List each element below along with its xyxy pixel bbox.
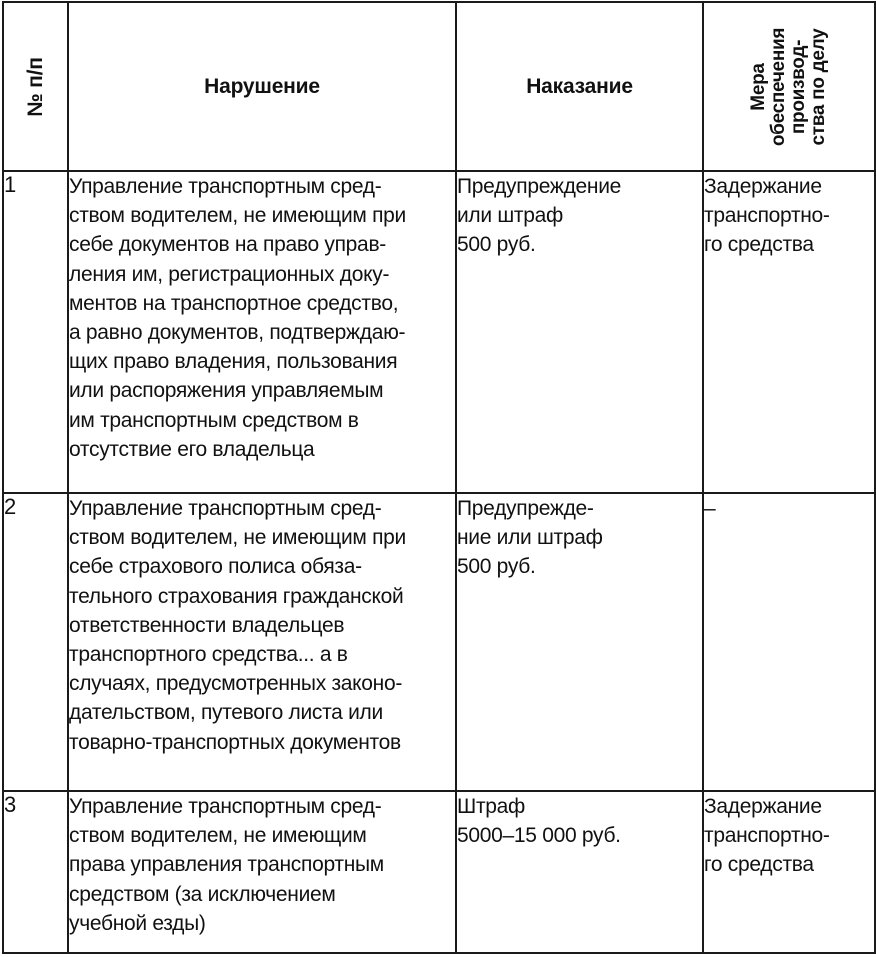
row-punishment: Предупрежде- ние или штраф 500 руб. xyxy=(456,493,703,791)
header-measure-label: Мера обеспечения производ- ства по делу xyxy=(748,27,829,146)
header-row xyxy=(3,2,875,171)
table-row xyxy=(3,171,875,493)
row-number: 2 xyxy=(3,493,68,791)
header-violation: Нарушение xyxy=(68,2,456,171)
header-number-label: № п/п xyxy=(23,56,47,117)
table-row xyxy=(3,493,875,791)
table-row xyxy=(3,791,875,953)
header-punishment: Наказание xyxy=(456,2,703,171)
header-number xyxy=(3,2,68,171)
row-measure: – xyxy=(703,493,875,791)
row-punishment: Штраф 5000–15 000 руб. xyxy=(456,791,703,953)
row-number: 1 xyxy=(3,171,68,493)
header-measure xyxy=(703,2,875,171)
row-measure: Задержание транспортно- го средства xyxy=(703,791,875,953)
row-number: 3 xyxy=(3,791,68,953)
row-measure: Задержание транспортно- го средства xyxy=(703,171,875,493)
row-violation: Управление транспортным сред- ством водителем, не имеющим права управления транспортным средством (за исключением учебной езды) xyxy=(68,791,456,953)
row-punishment: Предупреждение или штраф 500 руб. xyxy=(456,171,703,493)
row-violation: Управление транспортным сред- ством водителем, не имеющим при себе документов на право управ- ления им, регистрационных доку- ментов на транспортное средство, а равно документов, подтверждаю- щих право владения, пользования или распоряжения управляемым им транспортным средством в отсутствие его владельца xyxy=(68,171,456,493)
violations-table xyxy=(2,1,876,954)
row-violation: Управление транспортным сред- ством водителем, не имеющим при себе страхового полиса обяза- тельного страхования гражданской ответственности владельцев транспортного средства... а в случаях, предусмотренных законо- дательством, путевого листа или товарно-транспортных документов xyxy=(68,493,456,791)
